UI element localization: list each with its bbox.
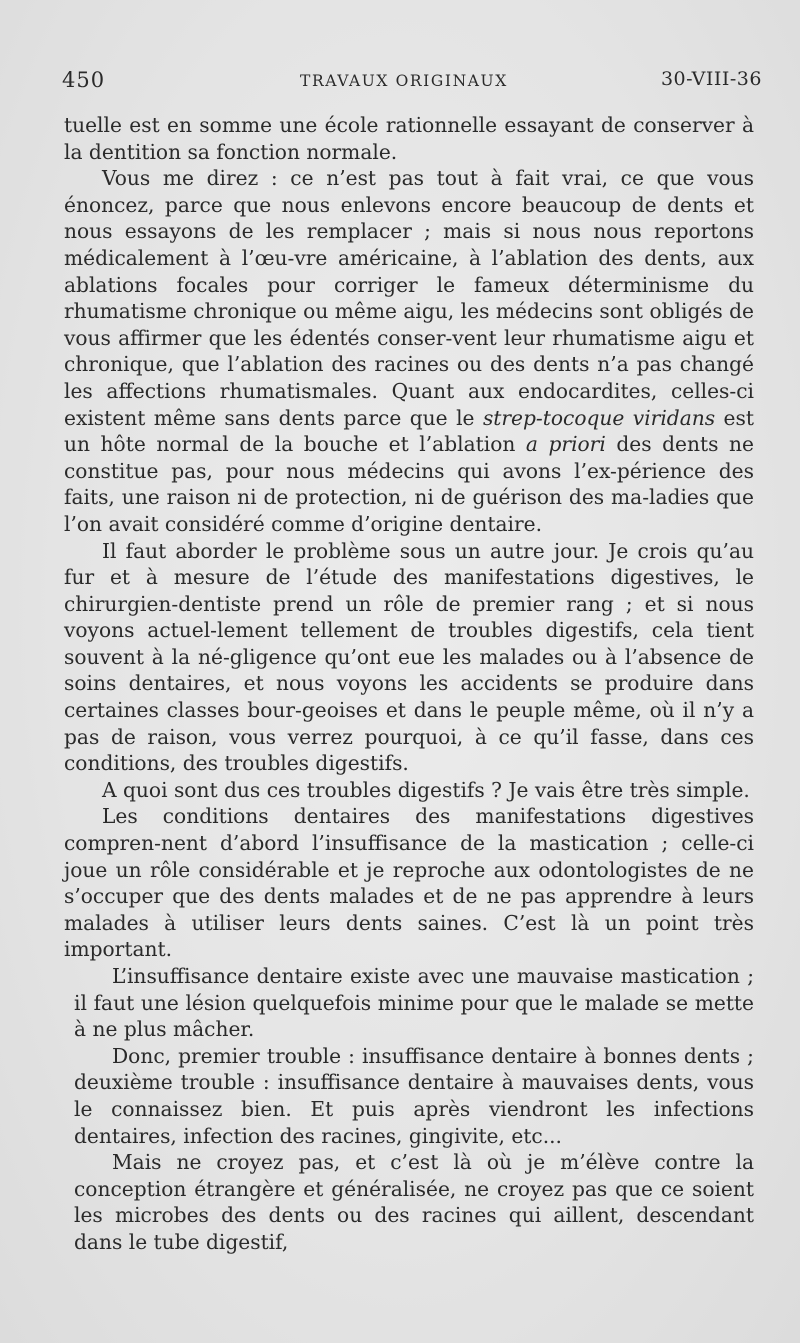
paragraph-2-italic-a-priori: a priori [525, 432, 606, 457]
running-head [62, 68, 762, 98]
body-text [64, 112, 754, 1256]
page-number: 450 [62, 68, 106, 92]
paragraph-7: Donc, premier trouble : insuffisance dentaire à bonnes dents ; deuxième trouble : insuffisance dentaire à mauvaises dents, vous le connaissez bien. Et puis après viendront les infections dentaires, infection des racines, gingivite, etc... [74, 1043, 754, 1148]
paragraph-5: Les conditions dentaires des manifestations digestives compren-nent d’abord l’insuffisance de la mastication ; celle-ci joue un rôle considérable et je reproche aux odontologistes de ne s’occuper que des dents malades et de ne pas apprendre à leurs malades à utiliser leurs dents saines. C’est là un point très important. [64, 804, 754, 962]
issue-date: 30-VIII-36 [660, 68, 762, 90]
paragraph-8: Mais ne croyez pas, et c’est là où je m’élève contre la conception étrangère et généralisée, ne croyez pas que ce soient les microbes des dents ou des racines qui aillent, descendant dans le tube digestif, [74, 1150, 754, 1254]
paragraph-2-text-a: Vous me direz : ce n’est pas tout à fait vrai, ce que vous énoncez, parce que nous enlevons encore beaucoup de dents et nous essayons de les remplacer ; mais si nous nous reportons médicalement à l’œu-vre américaine, à l’ablation des dents, aux ablations focales pour corriger le fameux déterminisme du rhumatisme chronique ou même aigu, les médecins sont obligés de vous affirmer que les édentés conser-vent leur rhumatisme aigu et chronique, que l’ablation des racines ou des dents n’a pas changé les affections rhumatismales. Quant aux endocardites, celles-ci existent même sans dents parce que le [64, 166, 754, 430]
paragraph-2 [64, 165, 754, 537]
paragraph-4: A quoi sont dus ces troubles digestifs ? Je vais être très simple. [102, 777, 750, 802]
paragraph-6: L’insuffisance dentaire existe avec une mauvaise mastication ; il faut une lésion quelquefois minime pour que le malade se mette à ne plus mâcher. [74, 964, 754, 1042]
paragraph-2-text-c: des dents ne constitue pas, pour nous médecins qui avons l’ex-périence des faits, une raison ni de protection, ni de guérison des ma-ladies que l’on avait considéré comme d’origine dentaire. [64, 432, 754, 536]
paragraph-3: Il faut aborder le problème sous un autre jour. Je crois qu’au fur et à mesure de l’étude des manifestations digestives, le chirurgien-dentiste prend un rôle de premier rang ; et si nous voyons actuel-lement tellement de troubles digestifs, cela tient souvent à la né-gligence qu’ont eue les malades ou à l’absence de soins dentaires, et nous voyons les accidents se produire dans certaines classes bour-geoises et dans le peuple même, où il n’y a pas de raison, vous verrez pourquoi, à ce qu’il fasse, dans ces conditions, des troubles digestifs. [64, 538, 754, 776]
journal-title: TRAVAUX ORIGINAUX [300, 72, 508, 90]
paragraph-1: tuelle est en somme une école rationnelle essayant de conserver à la dentition sa fonction normale. [64, 113, 754, 164]
paragraph-2-italic-streptocoque: strep-tocoque viridans [482, 405, 716, 430]
paragraph-2-text-b: est un hôte normal de la bouche et l’ablation [64, 405, 754, 457]
